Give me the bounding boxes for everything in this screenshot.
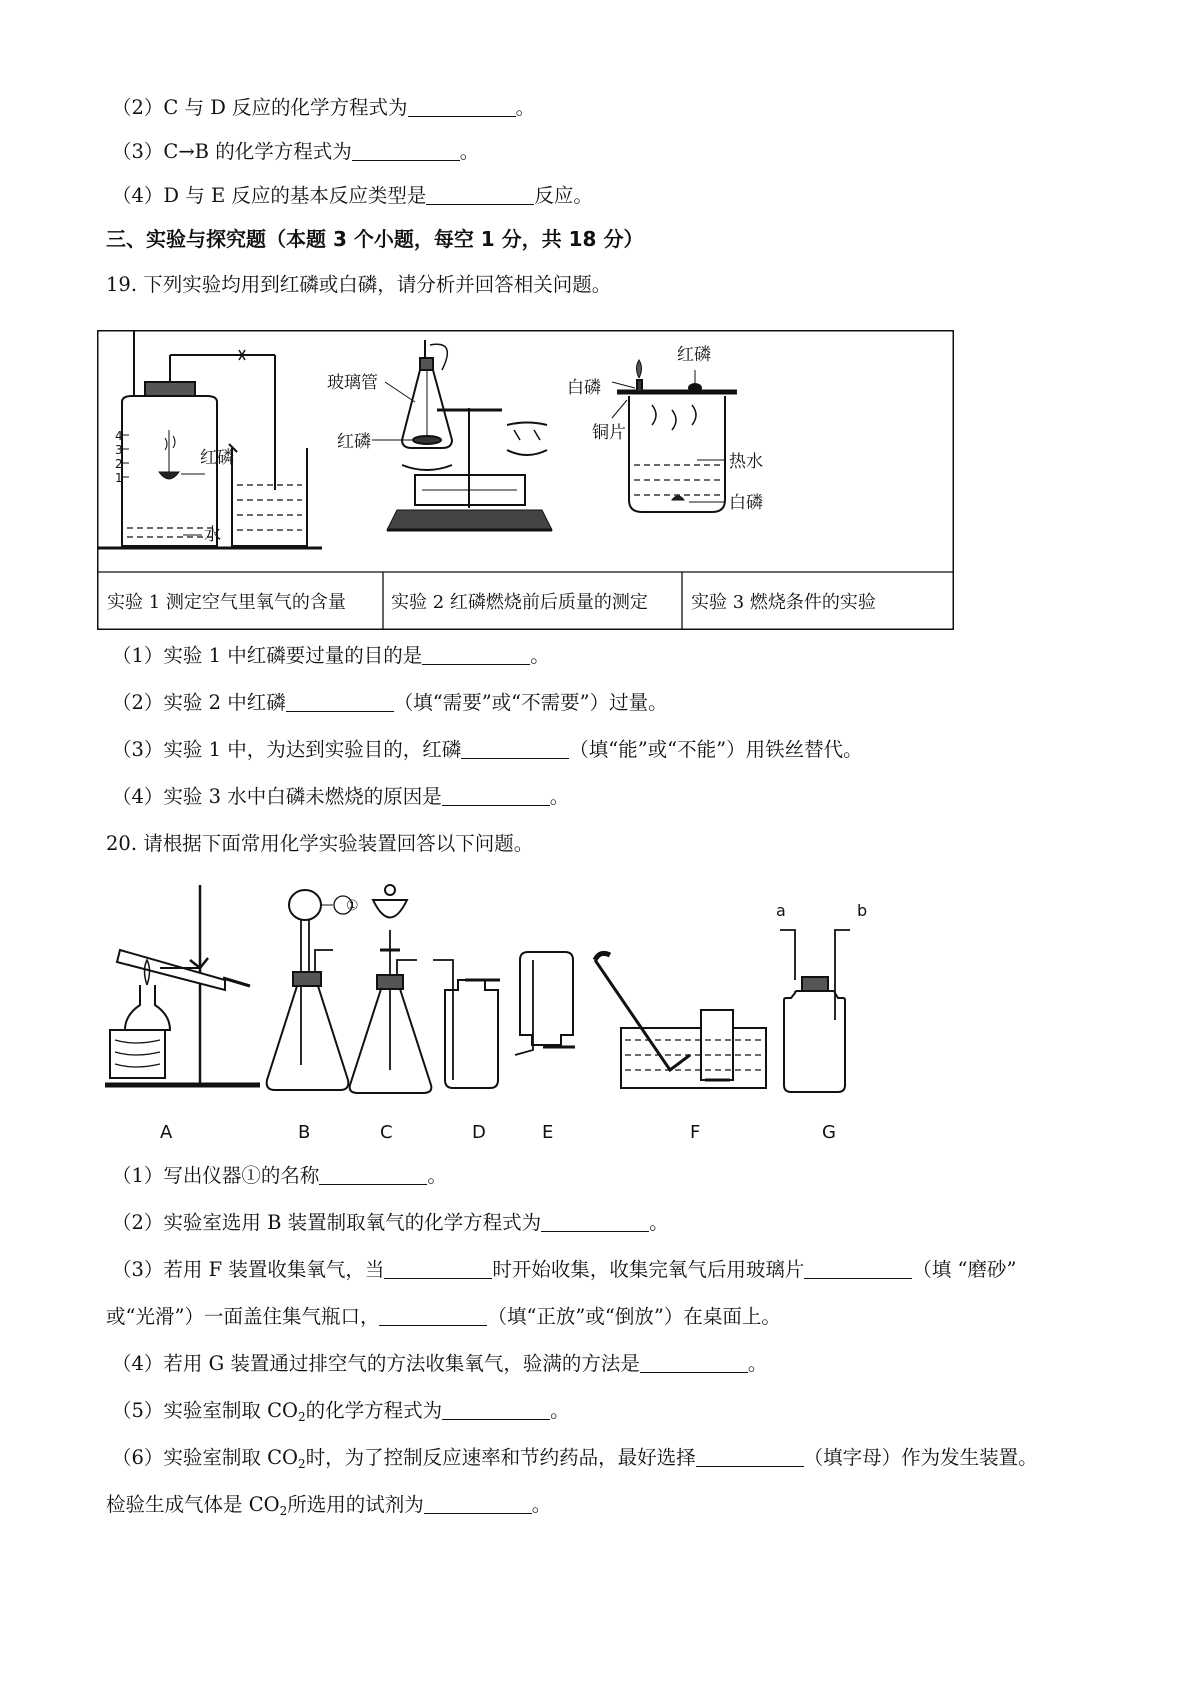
q19-4-end: 。 (549, 785, 570, 808)
q20-3-mid: 时开始收集，收集完氧气后用玻璃片 (492, 1258, 805, 1281)
section-3-title: 三、实验与探究题（本题 3 个小题，每空 1 分，共 18 分） (106, 227, 644, 251)
question-20-5 (112, 1398, 570, 1424)
q18-4-end: 反应。 (534, 184, 593, 207)
q20-4-text: （4）若用 G 装置通过排空气的方法收集氧气，验满的方法是 (112, 1352, 640, 1375)
answer-blank[interactable] (640, 1352, 748, 1373)
label-C: C (380, 1122, 393, 1140)
table-cell-exp1: 实验 1 测定空气里氧气的含量 (107, 592, 346, 613)
q20-6-text: （6）实验室制取 CO (112, 1446, 299, 1469)
q20-3b-end: （填“正放”或“倒放”）在桌面上。 (487, 1305, 781, 1328)
q18-3-text: （3）C→B 的化学方程式为 (112, 140, 352, 163)
label-E: E (542, 1122, 554, 1140)
question-18-4 (112, 183, 593, 209)
scale-4: 4 (115, 429, 123, 443)
q20-6b-end: 。 (531, 1493, 552, 1516)
subscript-2: 2 (298, 1410, 306, 1424)
question-18-3 (112, 139, 479, 165)
question-20-2 (112, 1210, 669, 1236)
question-19-1 (112, 643, 550, 669)
question-19-4 (112, 784, 569, 810)
answer-blank[interactable] (442, 785, 550, 806)
experiment-figure-1 (97, 330, 954, 630)
q20-2-text: （2）实验室选用 B 装置制取氧气的化学方程式为 (112, 1211, 542, 1234)
answer-blank[interactable] (461, 738, 569, 759)
label-red-phosphorus-exp2: 红磷 (337, 432, 371, 452)
question-19-stem: 19. 下列实验均用到红磷或白磷，请分析并回答相关问题。 (106, 273, 612, 296)
q18-4-text: （4）D 与 E 反应的基本反应类型是 (112, 184, 427, 207)
label-red-phosphorus-exp1: 红磷 (200, 448, 234, 468)
apparatus-G (780, 930, 850, 1092)
q20-5-end: 。 (550, 1399, 570, 1422)
answer-blank[interactable] (319, 1164, 427, 1185)
q19-4-text: （4）实验 3 水中白磷未燃烧的原因是 (112, 785, 442, 808)
answer-blank[interactable] (442, 1399, 550, 1420)
answer-blank[interactable] (804, 1258, 912, 1279)
q20-5-text: （5）实验室制取 CO (112, 1399, 299, 1422)
q20-3-text: （3）若用 F 装置收集氧气，当 (112, 1258, 385, 1281)
apparatus-figure (105, 880, 955, 1140)
apparatus-A (105, 885, 260, 1085)
exp3-apparatus (612, 360, 737, 512)
apparatus-C (350, 885, 432, 1093)
scale-3: 3 (115, 443, 123, 457)
answer-blank[interactable] (541, 1211, 649, 1232)
marker-1: ① (346, 898, 359, 914)
question-20-1 (112, 1163, 447, 1189)
exp2-apparatus (372, 340, 552, 530)
q20-1-text: （1）写出仪器①的名称 (112, 1164, 320, 1187)
label-copper-sheet: 铜片 (592, 423, 626, 443)
tube-label-a: a (776, 901, 786, 920)
table-cell-exp3: 实验 3 燃烧条件的实验 (691, 592, 876, 613)
q20-5-text2: 的化学方程式为 (305, 1399, 443, 1422)
apparatus-B (267, 890, 352, 1090)
question-20-6-line2 (106, 1492, 551, 1518)
exp1-apparatus (97, 330, 322, 548)
apparatus-F (595, 953, 766, 1088)
answer-blank[interactable] (379, 1305, 487, 1326)
q18-3-end: 。 (459, 140, 480, 163)
label-D: D (472, 1122, 486, 1140)
q20-3b-text: 或“光滑”）一面盖住集气瓶口， (106, 1305, 380, 1328)
q20-6-end: （填字母）作为发生装置。 (803, 1446, 1038, 1469)
answer-blank[interactable] (424, 1493, 532, 1514)
label-F: F (690, 1122, 701, 1140)
label-white-phosphorus-water: 白磷 (729, 493, 763, 513)
label-G: G (822, 1122, 836, 1140)
label-red-phosphorus-exp3: 红磷 (677, 345, 711, 365)
q18-2-end: 。 (515, 96, 536, 119)
question-19-2 (112, 690, 668, 716)
label-A: A (160, 1122, 173, 1140)
scale-2: 2 (115, 457, 123, 471)
apparatus-E (515, 952, 575, 1055)
answer-blank[interactable] (696, 1446, 804, 1467)
answer-blank[interactable] (422, 644, 530, 665)
q20-2-end: 。 (649, 1211, 669, 1234)
question-20-stem: 20. 请根据下面常用化学实验装置回答以下问题。 (106, 832, 534, 855)
label-B: B (298, 1122, 311, 1140)
question-20-3-line1 (112, 1257, 1017, 1283)
answer-blank[interactable] (384, 1258, 492, 1279)
q19-3-text: （3）实验 1 中，为达到实验目的，红磷 (112, 738, 462, 761)
question-20-6-line1 (112, 1445, 1038, 1471)
q19-3-end: （填“能”或“不能”）用铁丝替代。 (569, 738, 863, 761)
question-20-4 (112, 1351, 767, 1377)
table-cell-exp2: 实验 2 红磷燃烧前后质量的测定 (391, 592, 648, 613)
label-white-phosphorus-top: 白磷 (567, 378, 601, 398)
q18-2-text: （2）C 与 D 反应的化学方程式为 (112, 96, 408, 119)
q19-1-end: 。 (530, 644, 550, 667)
label-glass-tube: 玻璃管 (327, 373, 378, 393)
q20-4-end: 。 (747, 1352, 768, 1375)
q20-6-text2: 时，为了控制反应速率和节约药品，最好选择 (305, 1446, 696, 1469)
tube-label-b: b (857, 901, 868, 920)
label-water: 水 (204, 525, 221, 545)
q20-3-end: （填 “磨砂” (912, 1258, 1017, 1281)
question-20-3-line2 (106, 1304, 781, 1330)
q20-6b-text: 检验生成气体是 CO (106, 1493, 280, 1516)
question-18-2 (112, 95, 535, 121)
subscript-2: 2 (298, 1457, 306, 1471)
answer-blank[interactable] (426, 184, 534, 205)
q20-6b-text2: 所选用的试剂为 (287, 1493, 424, 1516)
scale-1: 1 (115, 471, 123, 485)
question-19-3 (112, 737, 863, 763)
q19-2-end: （填“需要”或“不需要”）过量。 (393, 691, 668, 714)
q19-2-text: （2）实验 2 中红磷 (112, 691, 286, 714)
apparatus-D (433, 960, 500, 1088)
answer-blank[interactable] (352, 140, 460, 161)
q19-1-text: （1）实验 1 中红磷要过量的目的是 (112, 644, 423, 667)
answer-blank[interactable] (408, 96, 516, 117)
answer-blank[interactable] (286, 691, 394, 712)
subscript-2: 2 (279, 1504, 288, 1518)
label-hot-water: 热水 (729, 452, 763, 472)
q20-1-end: 。 (427, 1164, 447, 1187)
